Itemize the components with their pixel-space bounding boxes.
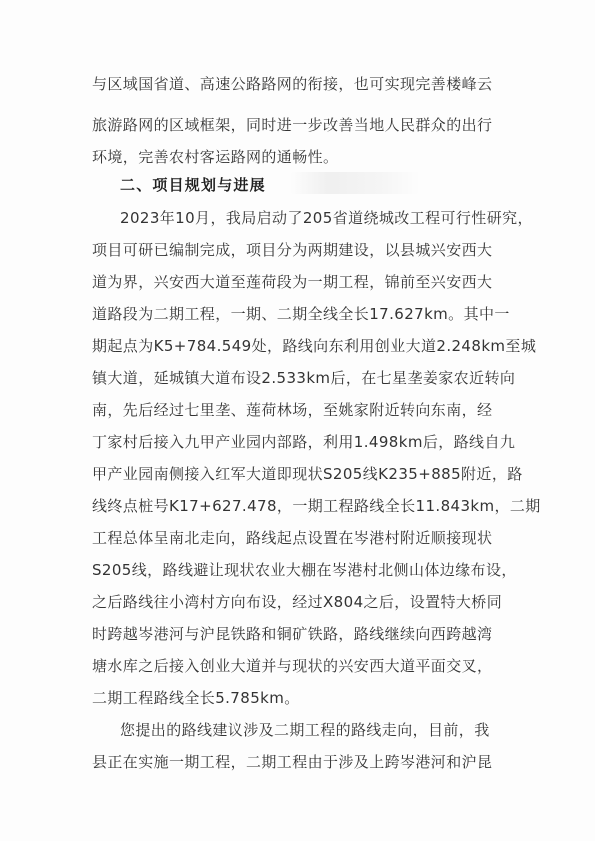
text-line: 项目可研已编制完成，项目分为两期建设，以县城兴安西大	[92, 241, 493, 259]
text-line: 南，先后经过七里垄、莲荷林场，至姚家附近转向东南，经	[92, 401, 493, 419]
text-line: 与区域国省道、高速公路路网的衔接，也可实现完善楼峰云	[92, 75, 493, 93]
text-line: 2023年10月，我局启动了205省道绕城改工程可行性研究，	[120, 209, 533, 227]
text-line: 环境，完善农村客运路网的通畅性。	[92, 148, 339, 166]
text-line: 工程总体呈南北走向，路线起点设置在岑港村附近顺接现状	[92, 529, 493, 547]
text-line: 县正在实施一期工程，二期工程由于涉及上跨岑港河和沪昆	[92, 753, 493, 771]
text-line: 旅游路网的区域框架，同时进一步改善当地人民群众的出行	[92, 116, 493, 134]
text-line: 您提出的路线建议涉及二期工程的路线走向，目前，我	[120, 721, 490, 739]
text-line: 镇大道，延城镇大道布设2.533km后，在七星垄姜家农近转向	[92, 369, 516, 387]
text-line: 道为界，兴安西大道至莲荷段为一期工程，锦前至兴安西大	[92, 273, 493, 291]
text-line: 甲产业园南侧接入红军大道即现状S205线K235+885附近，路	[92, 465, 523, 483]
text-line: 期起点为K5+784.549处，路线向东利用创业大道2.248km至城	[92, 337, 537, 355]
text-line: 道路段为二期工程，一期、二期全线全长17.627km。其中一	[92, 305, 510, 323]
text-line: 时跨越岑港河与沪昆铁路和铜矿铁路，路线继续向西跨越湾	[92, 625, 493, 643]
text-line: 二期工程路线全长5.785km。	[92, 689, 300, 707]
section-heading: 二、项目规划与进展	[120, 176, 266, 194]
text-line: 塘水库之后接入创业大道并与现状的兴安西大道平面交叉，	[92, 657, 493, 675]
text-line: 丁家村后接入九甲产业园内部路，利用1.498km后，路线自九	[92, 433, 516, 451]
text-line: 线终点桩号K17+627.478，一期工程路线全长11.843km，二期	[92, 497, 541, 515]
text-line: 之后路线往小湾村方向布设，经过X804之后，设置特大桥同	[92, 593, 503, 611]
text-line: S205线，路线避让现状农业大棚在岑港村北侧山体边缘布设，	[92, 561, 517, 579]
